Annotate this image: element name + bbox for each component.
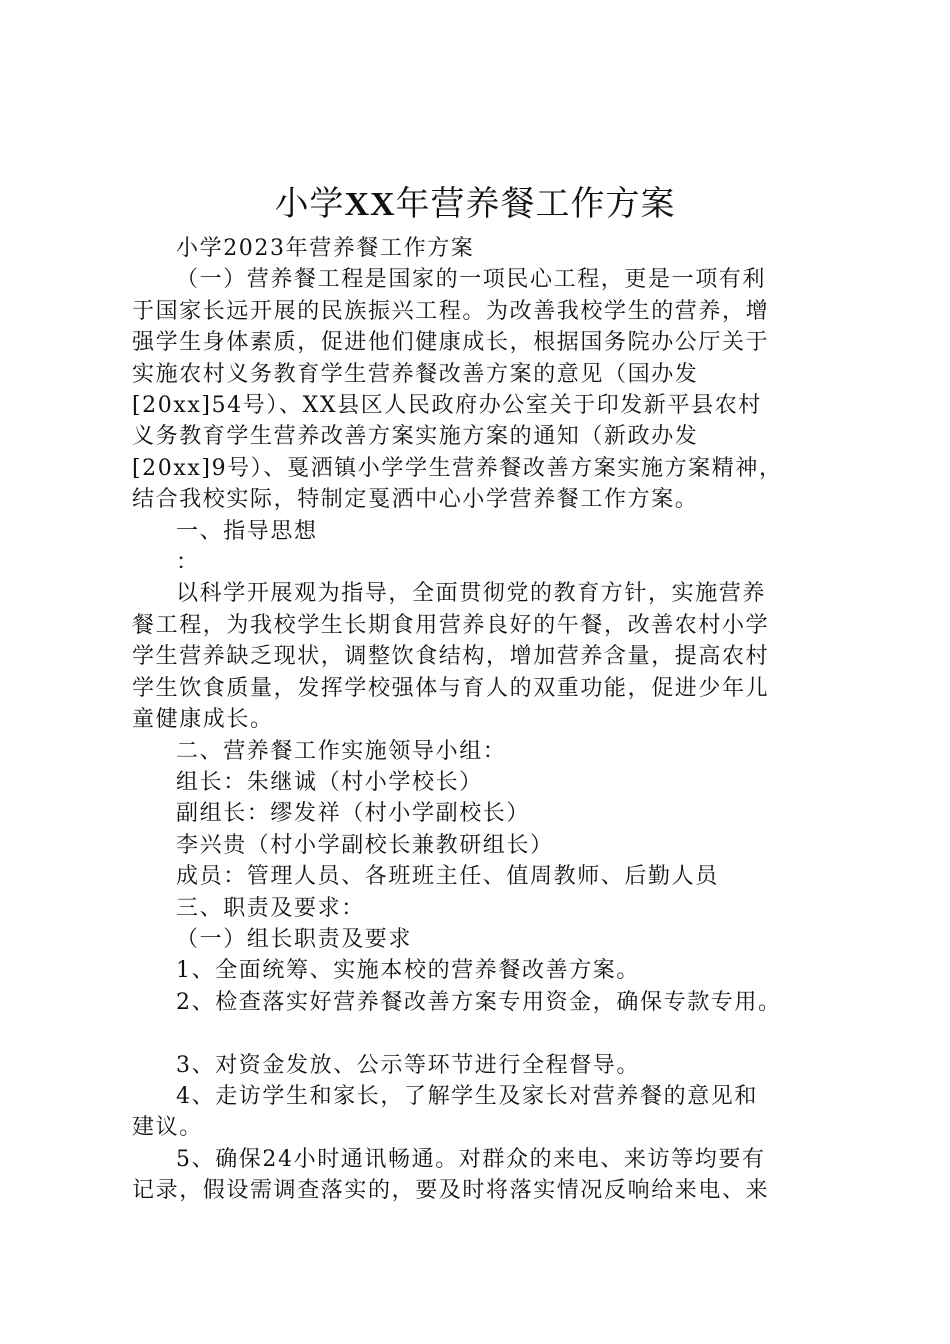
paragraph-line: 学生营养缺乏现状，调整饮食结构，增加营养含量，提高农村 [132, 644, 770, 670]
section-heading: 一、指导思想 [176, 518, 318, 544]
list-item: 5、确保24小时通讯畅通。对群众的来电、来访等均要有 [176, 1146, 766, 1172]
paragraph-line: 餐工程，为我校学生长期食用营养良好的午餐，改善农村小学 [132, 612, 770, 638]
paragraph-line: 童健康成长。 [132, 707, 274, 733]
paragraph-line: 以科学开展观为指导，全面贯彻党的教育方针，实施营养 [176, 581, 767, 607]
subsection-heading: （一）组长职责及要求 [176, 926, 413, 952]
list-item: 4、走访学生和家长，了解学生及家长对营养餐的意见和 [176, 1083, 758, 1109]
paragraph-line: [20xx]9号）、戛洒镇小学学生营养餐改善方案实施方案精神， [132, 455, 783, 481]
paragraph-line: 实施农村义务教育学生营养餐改善方案的意见（国办发 [132, 361, 699, 387]
title-suffix: 年营养餐工作方案 [395, 184, 676, 224]
paragraph-line: （一）营养餐工程是国家的一项民心工程，更是一项有利 [176, 267, 767, 293]
list-item: 组长：朱继诚（村小学校长） [176, 769, 483, 795]
list-item: 1、全面统筹、实施本校的营养餐改善方案。 [176, 958, 640, 984]
subtitle-line: 小学2023年营养餐工作方案 [176, 236, 475, 261]
paragraph-line: ： [176, 550, 200, 576]
list-item: 李兴贵（村小学副校长兼教研组长） [176, 832, 554, 858]
list-item: 副组长：缪发祥（村小学副校长） [176, 801, 531, 827]
title-bold-xx: XX [344, 186, 396, 223]
paragraph-line: 记录，假设需调查落实的，要及时将落实情况反响给来电、来 [132, 1178, 770, 1204]
paragraph-line: [20xx]54号）、XX县区人民政府办公室关于印发新平县农村 [132, 393, 762, 419]
paragraph-line: 于国家长远开展的民族振兴工程。为改善我校学生的营养，增 [132, 298, 770, 324]
document-title [0, 181, 950, 228]
paragraph-line: 强学生身体素质，促进他们健康成长，根据国务院办公厅关于 [132, 330, 770, 356]
list-item: 成员：管理人员、各班班主任、值周教师、后勤人员 [176, 864, 719, 890]
paragraph-line: 结合我校实际，特制定戛洒中心小学营养餐工作方案。 [132, 487, 699, 513]
paragraph-line: 建议。 [132, 1115, 203, 1141]
list-item: 3、对资金发放、公示等环节进行全程督导。 [176, 1052, 640, 1078]
list-item: 2、检查落实好营养餐改善方案专用资金，确保专款专用。 [176, 989, 782, 1015]
section-heading: 三、职责及要求： [176, 895, 365, 921]
section-heading: 二、营养餐工作实施领导小组： [176, 738, 507, 764]
document-body [132, 233, 828, 1207]
blank-line [132, 1018, 828, 1049]
paragraph-line: 义务教育学生营养改善方案实施方案的通知（新政办发 [132, 424, 699, 450]
paragraph-line: 学生饮食质量，发挥学校强体与育人的双重功能，促进少年儿 [132, 675, 770, 701]
title-prefix: 小学 [274, 184, 345, 224]
